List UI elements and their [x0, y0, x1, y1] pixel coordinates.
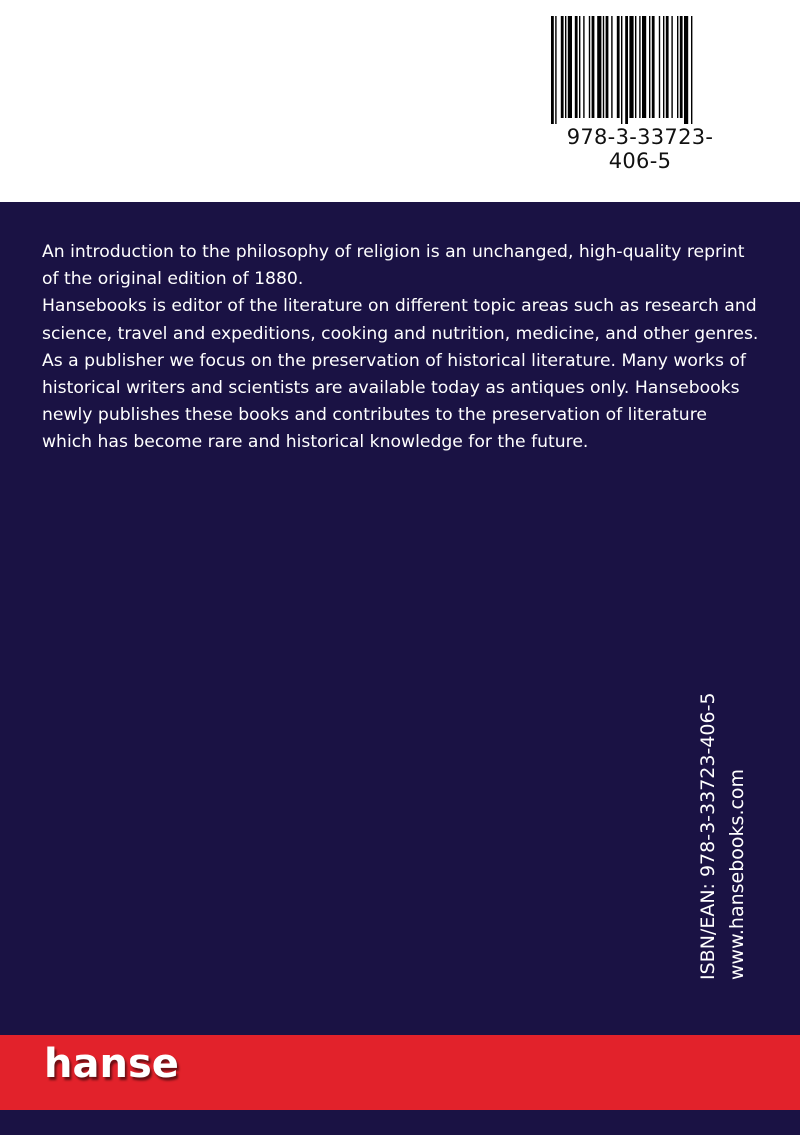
barcode-bars: [551, 16, 729, 124]
hanse-logo: hanse: [44, 1041, 179, 1087]
isbn-text: ISBN/EAN: 978-3-33723-406-5: [697, 692, 719, 980]
back-cover-panel: [0, 202, 800, 1035]
website-text: www.hansebooks.com: [726, 768, 748, 980]
description-paragraph-1: An introduction to the philosophy of religion is an unchanged, high-quality reprint of the original edition of 1880.: [42, 242, 745, 290]
barcode-number: 978-3-33723-406-5: [566, 125, 714, 173]
book-description: [42, 239, 762, 457]
vertical-publisher-info: [694, 692, 758, 980]
barcode: [545, 12, 735, 173]
publisher-band: [0, 1035, 800, 1110]
bottom-strip: [0, 1110, 800, 1135]
top-white-area: [0, 0, 800, 202]
description-paragraph-2: Hansebooks is editor of the literature on different topic areas such as research and science, travel and expeditions, cooking and nutrition, medicine, and other genres. As a publisher we focus on the preservation of historical literature. Many works of historical writers and scientists are available today as antiques only. Hansebooks newly publishes these books and contributes to the preservation of literature which has become rare and historical knowledge for the future.: [42, 296, 759, 453]
